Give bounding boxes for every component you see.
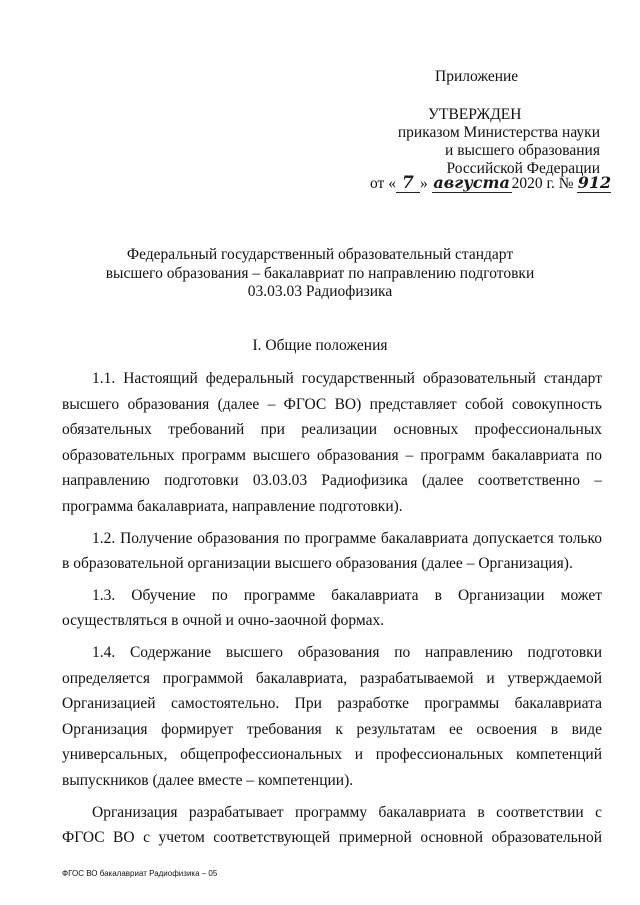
- paragraph-1-1: 1.1. Настоящий федеральный государственный образовательный стандарт высшего образования (далее – ФГОС ВО) представляет собой совокупность обязательных требований при реализации основных профессиональных образовательных программ высшего образования – программ бакалавриата по направлению подготовки 03.03.03 Радиофизика (далее соответственно – программа бакалавриата, направление подготовки).: [62, 370, 602, 515]
- title-line-2: высшего образования – бакалавриат по направлению подготовки: [105, 264, 535, 282]
- document-body: [62, 366, 602, 851]
- appendix-label: Приложение: [435, 68, 519, 85]
- paragraph-1-4: 1.4. Содержание высшего образования по направлению подготовки определяется программой бакалавриата, разрабатываемой и утверждаемой Организацией самостоятельно. При разработке программы бакалавриата Организация формирует требования к результатам ее освоения в виде универсальных, общепрофессиональных и профессиональных компетенций выпускников (далее вместе – компетенции).: [62, 643, 602, 789]
- handwritten-order-number: 912: [577, 173, 612, 192]
- date-year: 2020 г. №: [511, 175, 574, 192]
- order-line-3: Российской Федерации: [446, 160, 600, 177]
- page-footer: ФГОС ВО бакалавриат Радиофизика – 05: [62, 869, 218, 878]
- paragraph-organization: Организация разрабатывает программу бакалавриата в соответствии с ФГОС ВО с учетом соответствующей примерной основной образовательной: [62, 803, 602, 847]
- date-mid: »: [419, 175, 428, 192]
- order-line-2: и высшего образования: [445, 142, 600, 159]
- order-line-1: приказом Министерства науки: [397, 124, 600, 141]
- section-heading: I. Общие положения: [252, 337, 388, 354]
- title-line-1: Федеральный государственный образовательный стандарт: [126, 246, 514, 263]
- paragraph-1-2: 1.2. Получение образования по программе бакалавриата допускается только в образовательной организации высшего образования (далее – Организация).: [62, 529, 602, 573]
- title-line-3: 03.03.03 Радиофизика: [247, 283, 393, 300]
- approved-label: УТВЕРЖДЕН: [428, 106, 522, 123]
- handwritten-month: августа: [433, 173, 510, 192]
- document-title: [60, 246, 580, 302]
- handwritten-day: 7: [396, 174, 420, 193]
- order-date-line: [370, 174, 611, 200]
- paragraph-1-3: 1.3. Обучение по программе бакалавриата в Организации может осуществляться в очной и очно-заочной формах.: [62, 586, 602, 630]
- date-prefix: от «: [370, 175, 396, 192]
